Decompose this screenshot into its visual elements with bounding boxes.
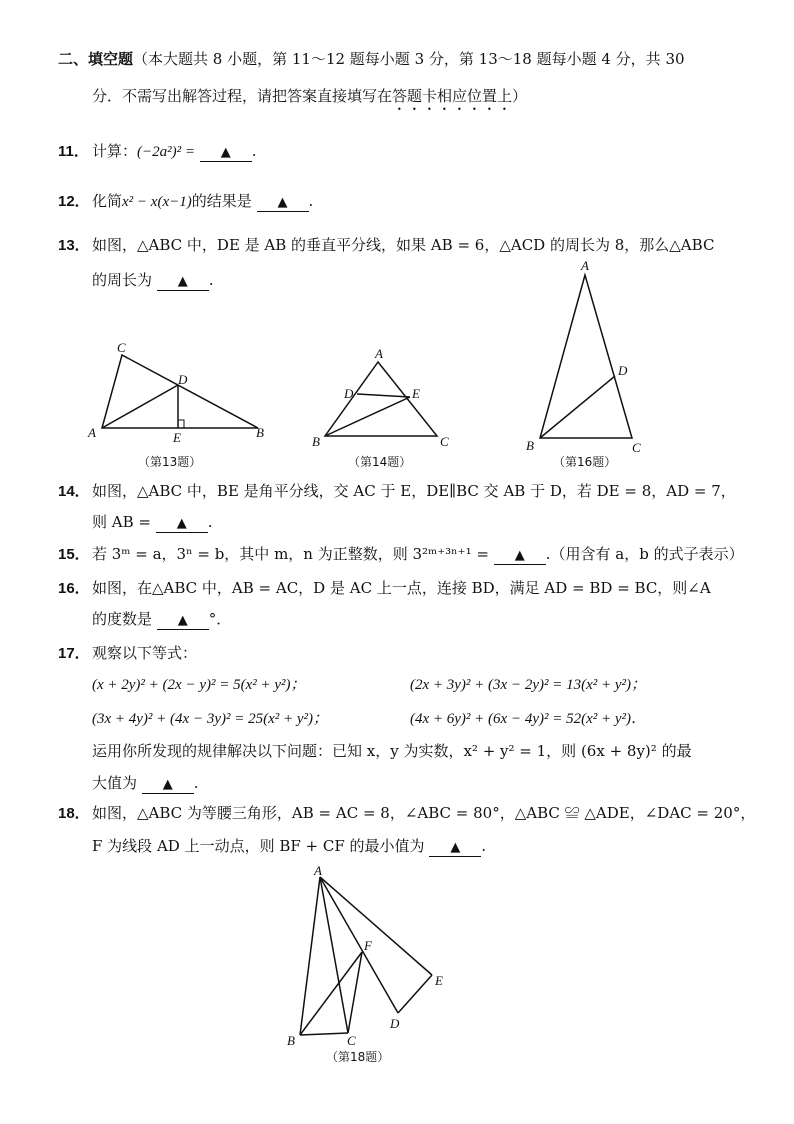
question-17-line3: 运用你所发现的规律解决以下问题：已知 x，y 为实数，x² + y² = 1，则 (6x + 8y)² 的最 bbox=[92, 742, 692, 760]
fig13-label-a: A bbox=[88, 425, 96, 440]
fig16-line-bd bbox=[540, 376, 615, 438]
question-number: 13． bbox=[58, 237, 90, 254]
fig13-label-c: C bbox=[117, 340, 126, 355]
fig14-label-e: E bbox=[412, 386, 420, 401]
fig14-label-a: A bbox=[375, 346, 383, 361]
math-expression: (−2a²)² = bbox=[137, 144, 195, 160]
question-text-b: 大值为 bbox=[92, 774, 138, 792]
question-text-b: .（用含有 a，b 的式子表示） bbox=[545, 545, 744, 563]
fig16-label-d: D bbox=[618, 363, 628, 378]
question-text: 如图，△ABC 为等腰三角形，AB = AC = 8，∠ABC = 80°，△ABC ≌ △ADE，∠DAC = 20°， bbox=[92, 804, 756, 822]
period: . bbox=[481, 837, 487, 855]
fig16-label-b: B bbox=[526, 438, 534, 453]
fig14-label-c: C bbox=[440, 434, 449, 449]
question-text: 如图，△ABC 中，BE 是角平分线，交 AC 于 E，DE∥BC 交 AB 于 D，若 DE = 8，AD = 7， bbox=[92, 482, 736, 500]
fig18-label-d: D bbox=[390, 1016, 400, 1031]
fig18-label-c: C bbox=[347, 1033, 356, 1048]
question-number: 16． bbox=[58, 580, 90, 597]
question-14-line2 bbox=[92, 511, 213, 533]
fig18-label-a: A bbox=[314, 863, 322, 878]
question-number: 18． bbox=[58, 805, 90, 822]
period: . bbox=[208, 271, 214, 289]
section-intro: （本大题共 8 小题，第 11～12 题每小题 3 分，第 13～18 题每小题 4 分，共 30 bbox=[133, 50, 685, 68]
question-text: 计算： bbox=[92, 142, 138, 160]
fig18-line-bc bbox=[300, 1033, 348, 1035]
question-number: 15． bbox=[58, 546, 90, 563]
question-text: 若 3ᵐ = a，3ⁿ = b，其中 m，n 为正整数，则 3²ᵐ⁺³ⁿ⁺¹ = bbox=[92, 545, 489, 563]
question-text: 化简 bbox=[92, 192, 123, 210]
question-15 bbox=[58, 543, 744, 565]
equation-4: (4x + 6y)² + (6x − 4y)² = 52(x² + y²)． bbox=[410, 711, 647, 727]
fig14-line-be bbox=[325, 397, 410, 436]
answer-triangle-icon: ▲ bbox=[177, 613, 188, 628]
fig18-label-b: B bbox=[287, 1033, 295, 1048]
fig13-line-ad bbox=[102, 385, 178, 428]
question-number: 14． bbox=[58, 483, 90, 500]
math-expression: x² − x(x−1) bbox=[122, 194, 192, 210]
period: . bbox=[251, 142, 257, 160]
fig13-right-angle bbox=[178, 420, 184, 428]
question-17-line4 bbox=[92, 772, 199, 794]
fig18-line-cf bbox=[348, 952, 362, 1033]
question-text-b: 的周长为 bbox=[92, 271, 153, 289]
caption-18: （第18题） bbox=[326, 1050, 390, 1064]
answer-blank[interactable] bbox=[142, 777, 194, 794]
answer-triangle-icon: ▲ bbox=[220, 145, 231, 160]
fig16-label-a: A bbox=[581, 258, 589, 273]
fig18-line-de bbox=[398, 975, 432, 1013]
fig18-label-f: F bbox=[364, 938, 372, 953]
fig16-triangle bbox=[540, 275, 632, 438]
question-number: 17． bbox=[58, 645, 90, 662]
period: . bbox=[207, 513, 213, 531]
fig16-label-c: C bbox=[632, 440, 641, 455]
fig13-triangle bbox=[102, 355, 258, 428]
caption-16: （第16题） bbox=[553, 455, 617, 469]
equation-1: (x + 2y)² + (2x − y)² = 5(x² + y²)； bbox=[92, 677, 306, 693]
answer-triangle-icon: ▲ bbox=[277, 195, 288, 210]
question-number: 12． bbox=[58, 193, 90, 210]
fig18-line-ae bbox=[320, 877, 432, 975]
section-heading: 二、填空题 bbox=[58, 50, 134, 68]
section-intro-emphasis: 答题卡相应位置上 bbox=[392, 87, 513, 105]
fig14-label-d: D bbox=[344, 386, 354, 401]
answer-triangle-icon: ▲ bbox=[177, 274, 188, 289]
answer-blank[interactable] bbox=[429, 840, 481, 857]
period: . bbox=[193, 774, 199, 792]
fig13-label-d: D bbox=[178, 372, 188, 387]
section-intro-b: 分．不需写出解答过程，请把答案直接填写在 bbox=[92, 87, 393, 105]
question-text-b: F 为线段 AD 上一动点，则 BF + CF 的最小值为 bbox=[92, 837, 425, 855]
equation-3: (3x + 4y)² + (4x − 3y)² = 25(x² + y²)； bbox=[92, 711, 329, 727]
question-text-b: 的度数是 bbox=[92, 610, 153, 628]
answer-blank[interactable] bbox=[157, 613, 209, 630]
question-text: 如图，在△ABC 中，AB = AC，D 是 AC 上一点，连接 BD，满足 AD = BD = BC，则∠A bbox=[92, 579, 711, 597]
period: . bbox=[308, 192, 314, 210]
section-intro-d: ） bbox=[512, 87, 528, 105]
question-text: 如图，△ABC 中，DE 是 AB 的垂直平分线，如果 AB = 6，△ACD 的周长为 8，那么△ABC bbox=[92, 236, 715, 254]
question-18 bbox=[58, 802, 755, 823]
fig14-triangle bbox=[325, 362, 437, 436]
question-text-b: 的结果是 bbox=[191, 192, 252, 210]
caption-13: （第13题） bbox=[138, 455, 202, 469]
answer-triangle-icon: ▲ bbox=[514, 548, 525, 563]
fig18-label-e: E bbox=[435, 973, 443, 988]
question-18-line2 bbox=[92, 835, 486, 857]
question-text: 观察以下等式： bbox=[92, 644, 198, 662]
question-17 bbox=[58, 642, 197, 663]
question-16-line2 bbox=[92, 608, 231, 630]
answer-blank[interactable] bbox=[494, 548, 546, 565]
degree-suffix: °． bbox=[208, 610, 232, 628]
answer-triangle-icon: ▲ bbox=[176, 516, 187, 531]
question-16 bbox=[58, 577, 711, 598]
answer-blank[interactable] bbox=[156, 516, 208, 533]
fig13-label-b: B bbox=[256, 425, 264, 440]
answer-triangle-icon: ▲ bbox=[450, 840, 461, 855]
question-text-b: 则 AB = bbox=[92, 513, 151, 531]
question-number: 11． bbox=[58, 143, 89, 160]
fig14-line-de bbox=[357, 394, 410, 397]
fig13-label-e: E bbox=[173, 430, 181, 445]
caption-14: （第14题） bbox=[348, 455, 412, 469]
answer-triangle-icon: ▲ bbox=[162, 777, 173, 792]
fig14-label-b: B bbox=[312, 434, 320, 449]
question-14 bbox=[58, 480, 736, 501]
equation-2: (2x + 3y)² + (3x − 2y)² = 13(x² + y²)； bbox=[410, 677, 647, 693]
